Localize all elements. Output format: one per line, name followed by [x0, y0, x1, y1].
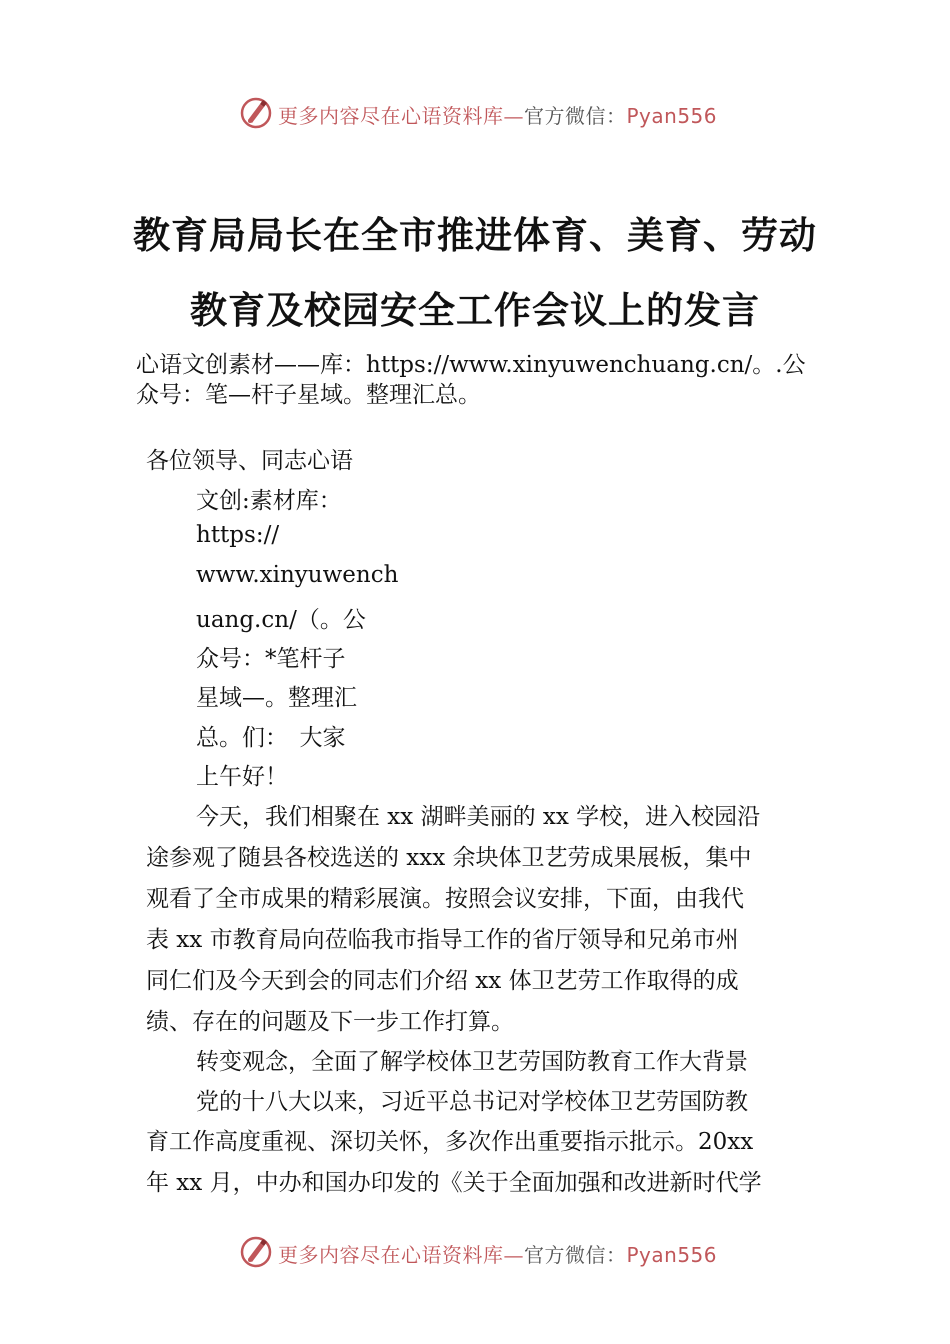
insert-line: 总。们： 大家 — [196, 725, 346, 751]
paragraph-line: 育工作高度重视、深切关怀，多次作出重要指示批示。20xx — [146, 1129, 754, 1155]
insert-line: https:// — [196, 522, 280, 548]
document-title-line-1: 教育局局长在全市推进体育、美育、劳动 — [133, 214, 817, 257]
greeting: 各位领导、同志心语 — [146, 448, 353, 474]
paragraph-line: 年 xx 月，中办和国办印发的《关于全面加强和改进新时代学 — [146, 1170, 762, 1196]
watermark-separator: — — [503, 1243, 524, 1267]
insert-line: 上午好！ — [196, 764, 288, 790]
watermark-banner-top — [0, 94, 950, 134]
document-title-line-2: 教育及校园安全工作会议上的发言 — [190, 289, 760, 332]
pen-circle-logo-icon — [238, 94, 274, 130]
watermark-wechat-id: Pyan556 — [626, 1243, 718, 1267]
insert-line: 文创:素材库： — [196, 488, 342, 514]
watermark-brand: 更多内容尽在心语资料库 — [278, 104, 504, 128]
watermark-wechat-id: Pyan556 — [626, 104, 718, 128]
watermark-brand: 更多内容尽在心语资料库 — [278, 1243, 504, 1267]
watermark-wechat-label: 官方微信： — [524, 104, 627, 128]
watermark-separator: — — [503, 104, 524, 128]
source-note-line-1: 心语文创素材——库：https://www.xinyuwenchuang.cn/。.公 — [136, 352, 806, 378]
insert-line: 众号：*笔杆子 — [196, 646, 346, 672]
section-heading: 转变观念，全面了解学校体卫艺劳国防教育工作大背景 — [196, 1049, 748, 1075]
insert-line: www.xinyuwench — [196, 562, 399, 588]
paragraph-line: 同仁们及今天到会的同志们介绍 xx 体卫艺劳工作取得的成 — [146, 968, 739, 994]
paragraph-line: 今天，我们相聚在 xx 湖畔美丽的 xx 学校，进入校园沿 — [196, 804, 761, 830]
pen-circle-logo-icon — [238, 1233, 274, 1269]
watermark-banner-bottom — [0, 1233, 950, 1273]
source-note-line-2: 众号：笔—杆子星域。整理汇总。 — [136, 382, 481, 408]
watermark-wechat-label: 官方微信： — [524, 1243, 627, 1267]
watermark-text — [278, 100, 717, 129]
paragraph-line: 观看了全市成果的精彩展演。按照会议安排，下面，由我代 — [146, 886, 744, 912]
paragraph-line: 表 xx 市教育局向莅临我市指导工作的省厅领导和兄弟市州 — [146, 927, 739, 953]
insert-line: uang.cn/（。公 — [196, 607, 366, 633]
insert-line: 星域—。整理汇 — [196, 685, 357, 711]
paragraph-line: 途参观了随县各校选送的 xxx 余块体卫艺劳成果展板，集中 — [146, 845, 752, 871]
paragraph-line: 绩、存在的问题及下一步工作打算。 — [146, 1009, 514, 1035]
paragraph-line: 党的十八大以来，习近平总书记对学校体卫艺劳国防教 — [196, 1089, 748, 1115]
watermark-text — [278, 1239, 717, 1268]
